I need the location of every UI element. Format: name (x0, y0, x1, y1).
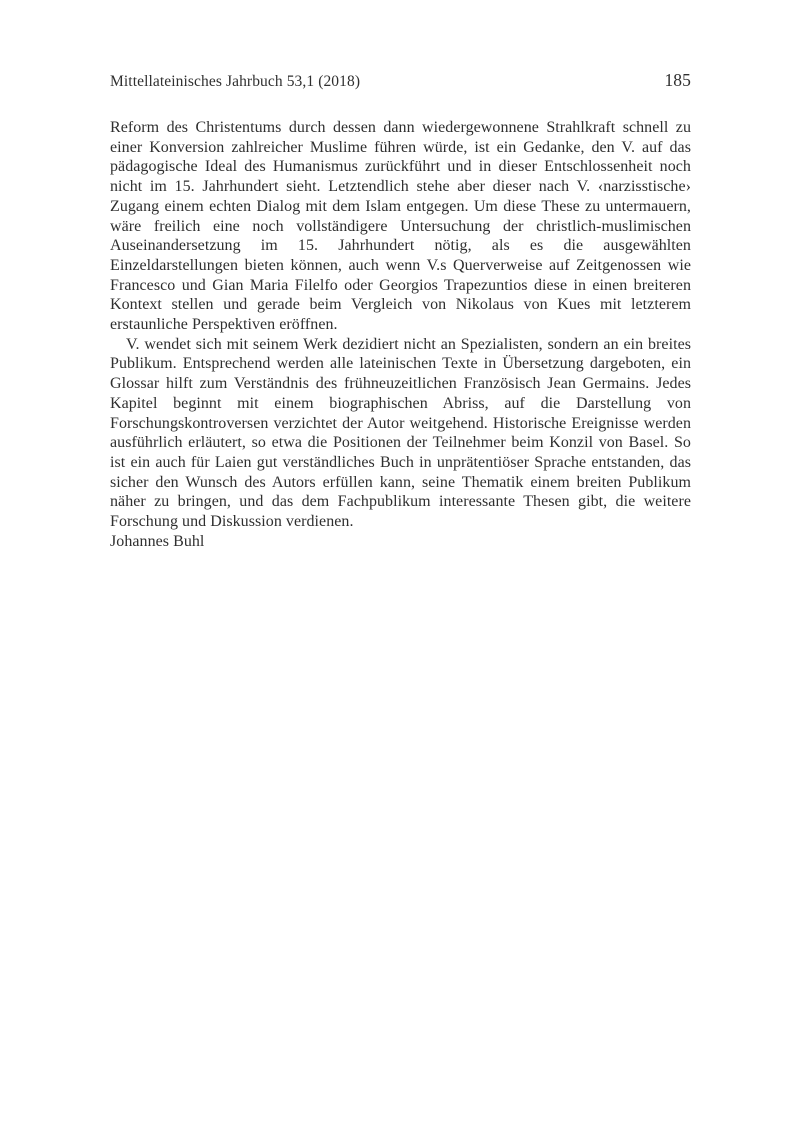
running-head (110, 70, 691, 92)
text-block (110, 70, 691, 551)
review-body (110, 118, 691, 551)
paragraph-review-conclusion: V. wendet sich mit seinem Werk dezidiert nicht an Spezialisten, sondern an ein breites Publikum. Entsprechend werden alle lateinischen Texte in Übersetzung dargeboten, ein Glossar hilft zum Verständnis des frühneuzeitlichen Französisch Jean Germains. Jedes Kapitel beginnt mit einem biographischen Abriss, auf die Darstellung von Forschungskontroversen verzichtet der Autor weitgehend. Historische Ereignisse werden ausführlich erläutert, so etwa die Positionen der Teilnehmer beim Konzil von Basel. So ist ein auch für Laien gut verständliches Buch in unprätentiöser Sprache entstanden, das sicher den Wunsch des Autors erfüllen kann, seine Thematik einem breiten Publikum näher zu bringen, und das dem Fachpublikum interessante Thesen gibt, die weitere Forschung und Diskussion verdienen. (110, 335, 691, 531)
reviewer-signature: Johannes Buhl (110, 532, 205, 550)
page-number: 185 (664, 70, 691, 90)
journal-title: Mittellateinisches Jahrbuch 53,1 (2018) (110, 73, 361, 90)
paragraph-review-continuation: Reform des Christentums durch dessen dann wiedergewonnene Strahlkraft schnell zu einer Konversion zahlreicher Muslime führen würde, ist ein Gedanke, den V. auf das pädagogische Ideal des Humanismus zurückführt und in dieser Entschlossenheit noch nicht im 15. Jahrhundert sieht. Letztendlich stehe aber dieser nach V. ‹narzisstische› Zugang einem echten Dialog mit dem Islam entgegen. Um diese These zu untermauern, wäre freilich eine noch vollständigere Untersuchung der christlich-muslimischen Auseinandersetzung im 15. Jahrhundert nötig, als es die ausgewählten Einzeldarstellungen bieten können, auch wenn V.s Querverweise auf Zeitgenossen wie Francesco und Gian Maria Filelfo oder Georgios Trapezuntios diese in einen breiteren Kontext stellen und gerade beim Vergleich von Nikolaus von Kues mit letzterem erstaunliche Perspektiven eröffnen. (110, 119, 691, 334)
